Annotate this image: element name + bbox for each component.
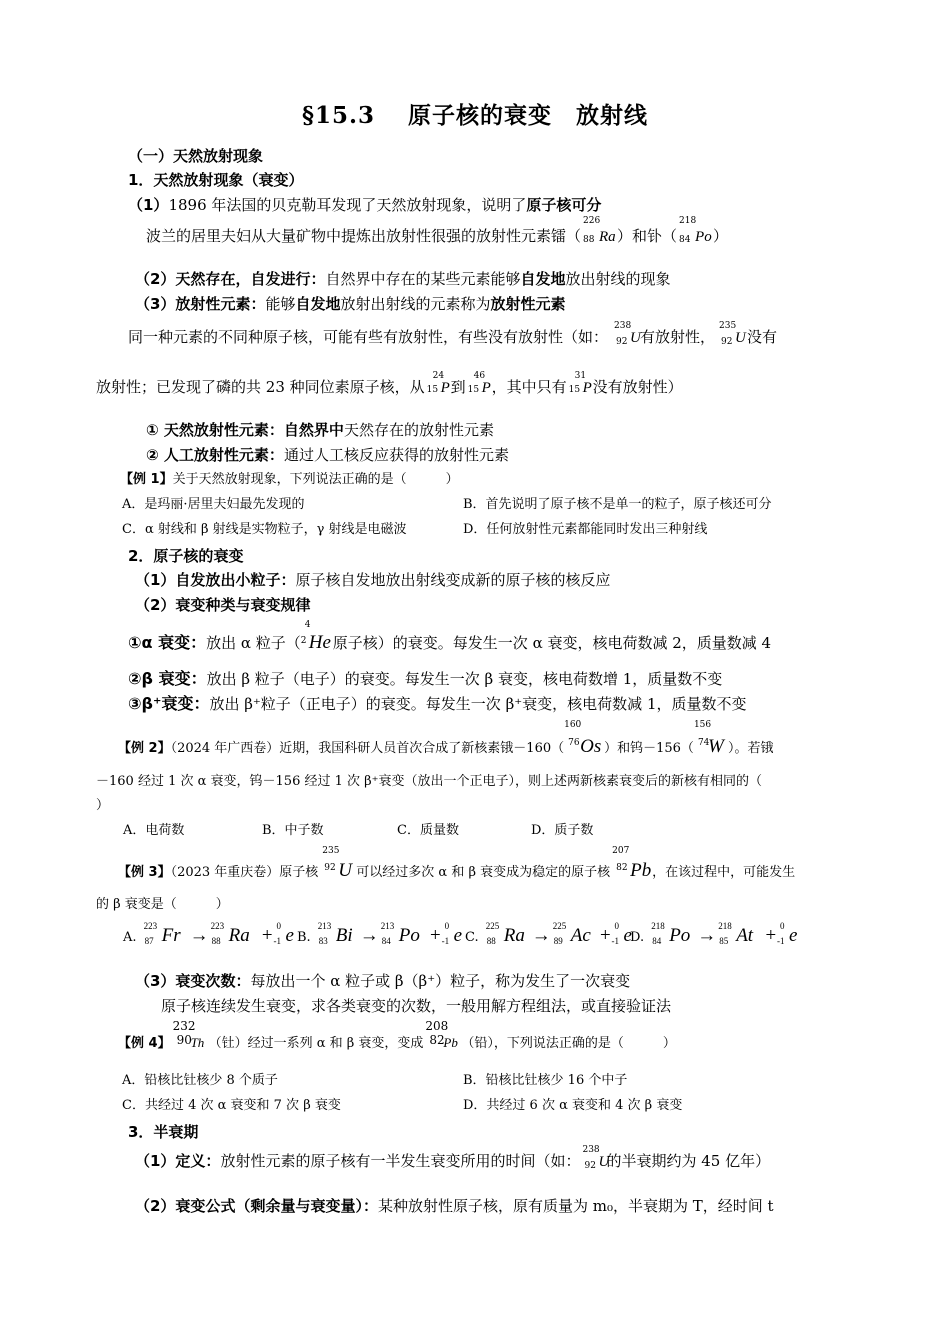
- nuclide-he: 4 2 He: [300, 620, 331, 653]
- label: ① 天然放射性元素：自然界中: [146, 421, 344, 439]
- option-a: A．铅核比钍核少 8 个质子: [122, 1073, 278, 1088]
- example-2-line-1: [118, 720, 774, 757]
- example-1-stem: [120, 473, 459, 486]
- text: 能够: [265, 295, 296, 313]
- text: 某种放射性原子核，原有质量为 m₀，半衰期为 T，经时间 t: [377, 1197, 774, 1215]
- alpha-decay: [128, 620, 772, 653]
- example-2-line-3: ）: [96, 798, 110, 813]
- label: （2）衰变公式（剩余量与衰变量）：: [135, 1197, 378, 1215]
- nuclide-po: 218 84 Po: [679, 216, 712, 245]
- nuclide-electron: 0 -1 e: [441, 921, 463, 946]
- subsection-heading: 3．半衰期: [128, 1123, 199, 1141]
- paragraph: [135, 1145, 771, 1171]
- nuclide-os: 160 76 Os: [564, 720, 602, 757]
- text: 放出射线的现象: [565, 270, 671, 288]
- paragraph: （2）衰变种类与衰变规律: [135, 596, 311, 614]
- nuclide-electron: 0 -1 e: [273, 921, 294, 946]
- subsection-heading: 2．原子核的衰变: [128, 547, 244, 565]
- example-label: 【例 1】: [120, 472, 173, 487]
- label: （1）定义：: [135, 1152, 221, 1170]
- text: 通过人工核反应获得的放射性元素: [283, 446, 509, 464]
- subsection-heading: 1．天然放射现象（衰变）: [128, 171, 304, 189]
- nuclide-electron: 0 -1 e: [611, 921, 632, 946]
- option-a: A. 223 87 Fr → 223 88 Ra + 0 -1 e: [123, 926, 297, 945]
- nuclide-p24: 24 15 P: [426, 371, 450, 396]
- option-c: C．共经过 4 次 α 衰变和 7 次 β 衰变: [122, 1098, 341, 1113]
- text: 关于天然放射现象，下列说法正确的是（ ）: [172, 472, 459, 487]
- nuclide-left: 225 88 Ra: [485, 921, 525, 946]
- text: 原子核自发地放出射线变成新的原子核的核反应: [295, 571, 611, 589]
- text: 1896 年法国的贝克勒耳发现了天然放射现象，说明了: [168, 196, 527, 214]
- example-4-stem: [118, 1019, 676, 1051]
- text: 放射出射线的元素称为: [340, 295, 491, 313]
- option-a: A．是玛丽·居里夫妇最先发现的: [122, 497, 305, 512]
- paragraph-4: [135, 297, 566, 312]
- text: 波兰的居里夫妇从大量矿物中提炼出放射性很强的放射性元素镭（: [146, 227, 582, 245]
- text: 放出 α 粒子（: [206, 634, 301, 652]
- text: （2023 年重庆卷）原子核: [170, 865, 319, 880]
- text: 放出 β 粒子（电子）的衰变。每发生一次 β 衰变，核电荷数增 1，质量数不变: [206, 670, 723, 688]
- nuclide-pb208: 208 82 Pb: [425, 1019, 458, 1050]
- option-a: A．电荷数: [123, 823, 185, 838]
- nuclide-right: 223 88 Ra: [210, 921, 250, 946]
- label: ② 人工放射性元素：: [146, 446, 284, 464]
- nuclide-th: 232 90 Th: [172, 1019, 205, 1050]
- text: 有放射性，: [640, 328, 716, 346]
- example-2-line-2: －160 经过 1 次 α 衰变，钨－156 经过 1 次 β⁺衰变（放出一个正电子），则上述两新核素衰变后的新核有相同的（: [96, 774, 763, 789]
- text: ）: [713, 227, 729, 245]
- paragraph-5: [128, 321, 778, 347]
- emphasis: 原子核可分: [526, 196, 602, 214]
- example-label: 【例 4】: [118, 1036, 171, 1051]
- option-b: B．中子数: [262, 823, 324, 838]
- option-b: B．铅核比钍核少 16 个中子: [463, 1073, 628, 1088]
- label: （2）天然存在，自发进行：: [135, 270, 326, 288]
- text: 放出 β⁺粒子（正电子）的衰变。每发生一次 β⁺衰变，核电荷数减 1，质量数不变: [209, 695, 747, 713]
- text: 原子核）的衰变。每发生一次 α 衰变，核电荷数减 2，质量数减 4: [332, 634, 772, 652]
- beta-decay: [128, 671, 722, 687]
- emphasis: 自发地: [520, 270, 566, 288]
- text: （钍）经过一系列 α 和 β 衰变，变成: [208, 1036, 424, 1051]
- text: 的半衰期约为 45 亿年）: [606, 1152, 771, 1170]
- nuclide-u238: 238 92 U: [582, 1145, 610, 1171]
- option-d: D. 218 84 Po → 218 85 At + 0 -1 e: [630, 926, 801, 945]
- text: 没有: [747, 328, 778, 346]
- text: 自然界中存在的某些元素能够: [325, 270, 521, 288]
- example-3-line-1: [118, 846, 796, 881]
- paragraph-6: [96, 371, 683, 396]
- paragraph: [135, 974, 630, 989]
- text: 放射性元素的原子核有一半发生衰变所用的时间（如：: [220, 1152, 581, 1170]
- text: 没有放射性）: [592, 378, 683, 396]
- paragraph: [135, 573, 610, 588]
- example-label: 【例 2】: [118, 741, 171, 756]
- text: 每放出一个 α 粒子或 β（β⁺）粒子，称为发生了一次衰变: [250, 972, 631, 990]
- label: （3）衰变次数：: [135, 972, 251, 990]
- text: ，在该过程中，可能发生: [652, 865, 796, 880]
- text: 天然存在的放射性元素: [343, 421, 494, 439]
- nuclide-u235: 235 92 U: [719, 321, 746, 347]
- paragraph-3: [135, 272, 671, 287]
- beta-plus-decay: [128, 696, 746, 712]
- emphasis: 放射性元素: [490, 295, 566, 313]
- label: （1）自发放出小粒子：: [135, 571, 296, 589]
- label: ②β 衰变：: [128, 669, 207, 688]
- label: （1）: [128, 196, 169, 214]
- nuclide-right: 213 84 Po: [380, 921, 420, 946]
- paragraph-2: [146, 216, 729, 245]
- note-artificial: [146, 448, 509, 463]
- text: 到: [450, 378, 466, 396]
- nuclide-ra: 226 88 Ra: [583, 216, 616, 245]
- example-3-line-2: 的 β 衰变是（ ）: [96, 897, 229, 912]
- option-d: D．质子数: [531, 823, 594, 838]
- text: 放射性；已发现了磷的共 23 种同位素原子核，从: [96, 378, 425, 396]
- text: ）和钋（: [617, 227, 678, 245]
- nuclide-u235: 235 92 U: [322, 846, 353, 881]
- page-title: §15.3 原子核的衰变 放射线: [301, 102, 649, 129]
- text: ，其中只有: [491, 378, 567, 396]
- paragraph: [135, 1199, 774, 1214]
- nuclide-pb207: 207 82 Pb: [612, 846, 652, 881]
- option-b: B．首先说明了原子核不是单一的粒子，原子核还可分: [463, 497, 772, 512]
- note-natural: [146, 423, 494, 438]
- emphasis: 自发地: [295, 295, 341, 313]
- option-c: C. 225 88 Ra → 225 89 Ac + 0 -1 e: [465, 926, 636, 945]
- nuclide-u238: 238 92 U: [614, 321, 641, 347]
- nuclide-p46: 46 15 P: [467, 371, 491, 396]
- nuclide-p31: 31 15 P: [568, 371, 592, 396]
- text: （2024 年广西卷）近期，我国科研人员首次合成了新核素锇－160（: [170, 741, 565, 756]
- example-label: 【例 3】: [118, 865, 171, 880]
- paragraph: 原子核连续发生衰变，求各类衰变的次数，一般用解方程组法，或直接验证法: [161, 997, 672, 1015]
- nuclide-right: 225 89 Ac: [552, 921, 591, 946]
- option-d: D．任何放射性元素都能同时发出三种射线: [463, 522, 708, 537]
- label: （3）放射性元素：: [135, 295, 266, 313]
- paragraph-1: [128, 198, 601, 213]
- label: ①α 衰变：: [128, 633, 207, 652]
- text: 同一种元素的不同种原子核，可能有些有放射性，有些没有放射性（如：: [128, 328, 609, 346]
- label: ③β⁺衰变：: [128, 694, 210, 713]
- text: （铅），下列说法正确的是（ ）: [461, 1036, 676, 1051]
- option-c: C．质量数: [397, 823, 459, 838]
- nuclide-left: 223 87 Fr: [143, 921, 181, 946]
- nuclide-left: 213 83 Bi: [317, 921, 353, 946]
- option-c: C．α 射线和 β 射线是实物粒子，γ 射线是电磁波: [122, 522, 407, 537]
- nuclide-right: 218 85 At: [718, 921, 754, 946]
- text: ）。若锇: [727, 741, 774, 756]
- section-heading: （一）天然放射现象: [128, 147, 264, 165]
- text: ）和钨－156（: [604, 741, 694, 756]
- option-d: D．共经过 6 次 α 衰变和 4 次 β 衰变: [463, 1098, 683, 1113]
- nuclide-electron: 0 -1 e: [777, 921, 798, 946]
- nuclide-w: 156 74 W: [693, 720, 724, 757]
- option-b: B. 213 83 Bi → 213 84 Po + 0 -1 e: [297, 926, 466, 945]
- text: 可以经过多次 α 和 β 衰变成为稳定的原子核: [356, 865, 611, 880]
- nuclide-left: 218 84 Po: [651, 921, 691, 946]
